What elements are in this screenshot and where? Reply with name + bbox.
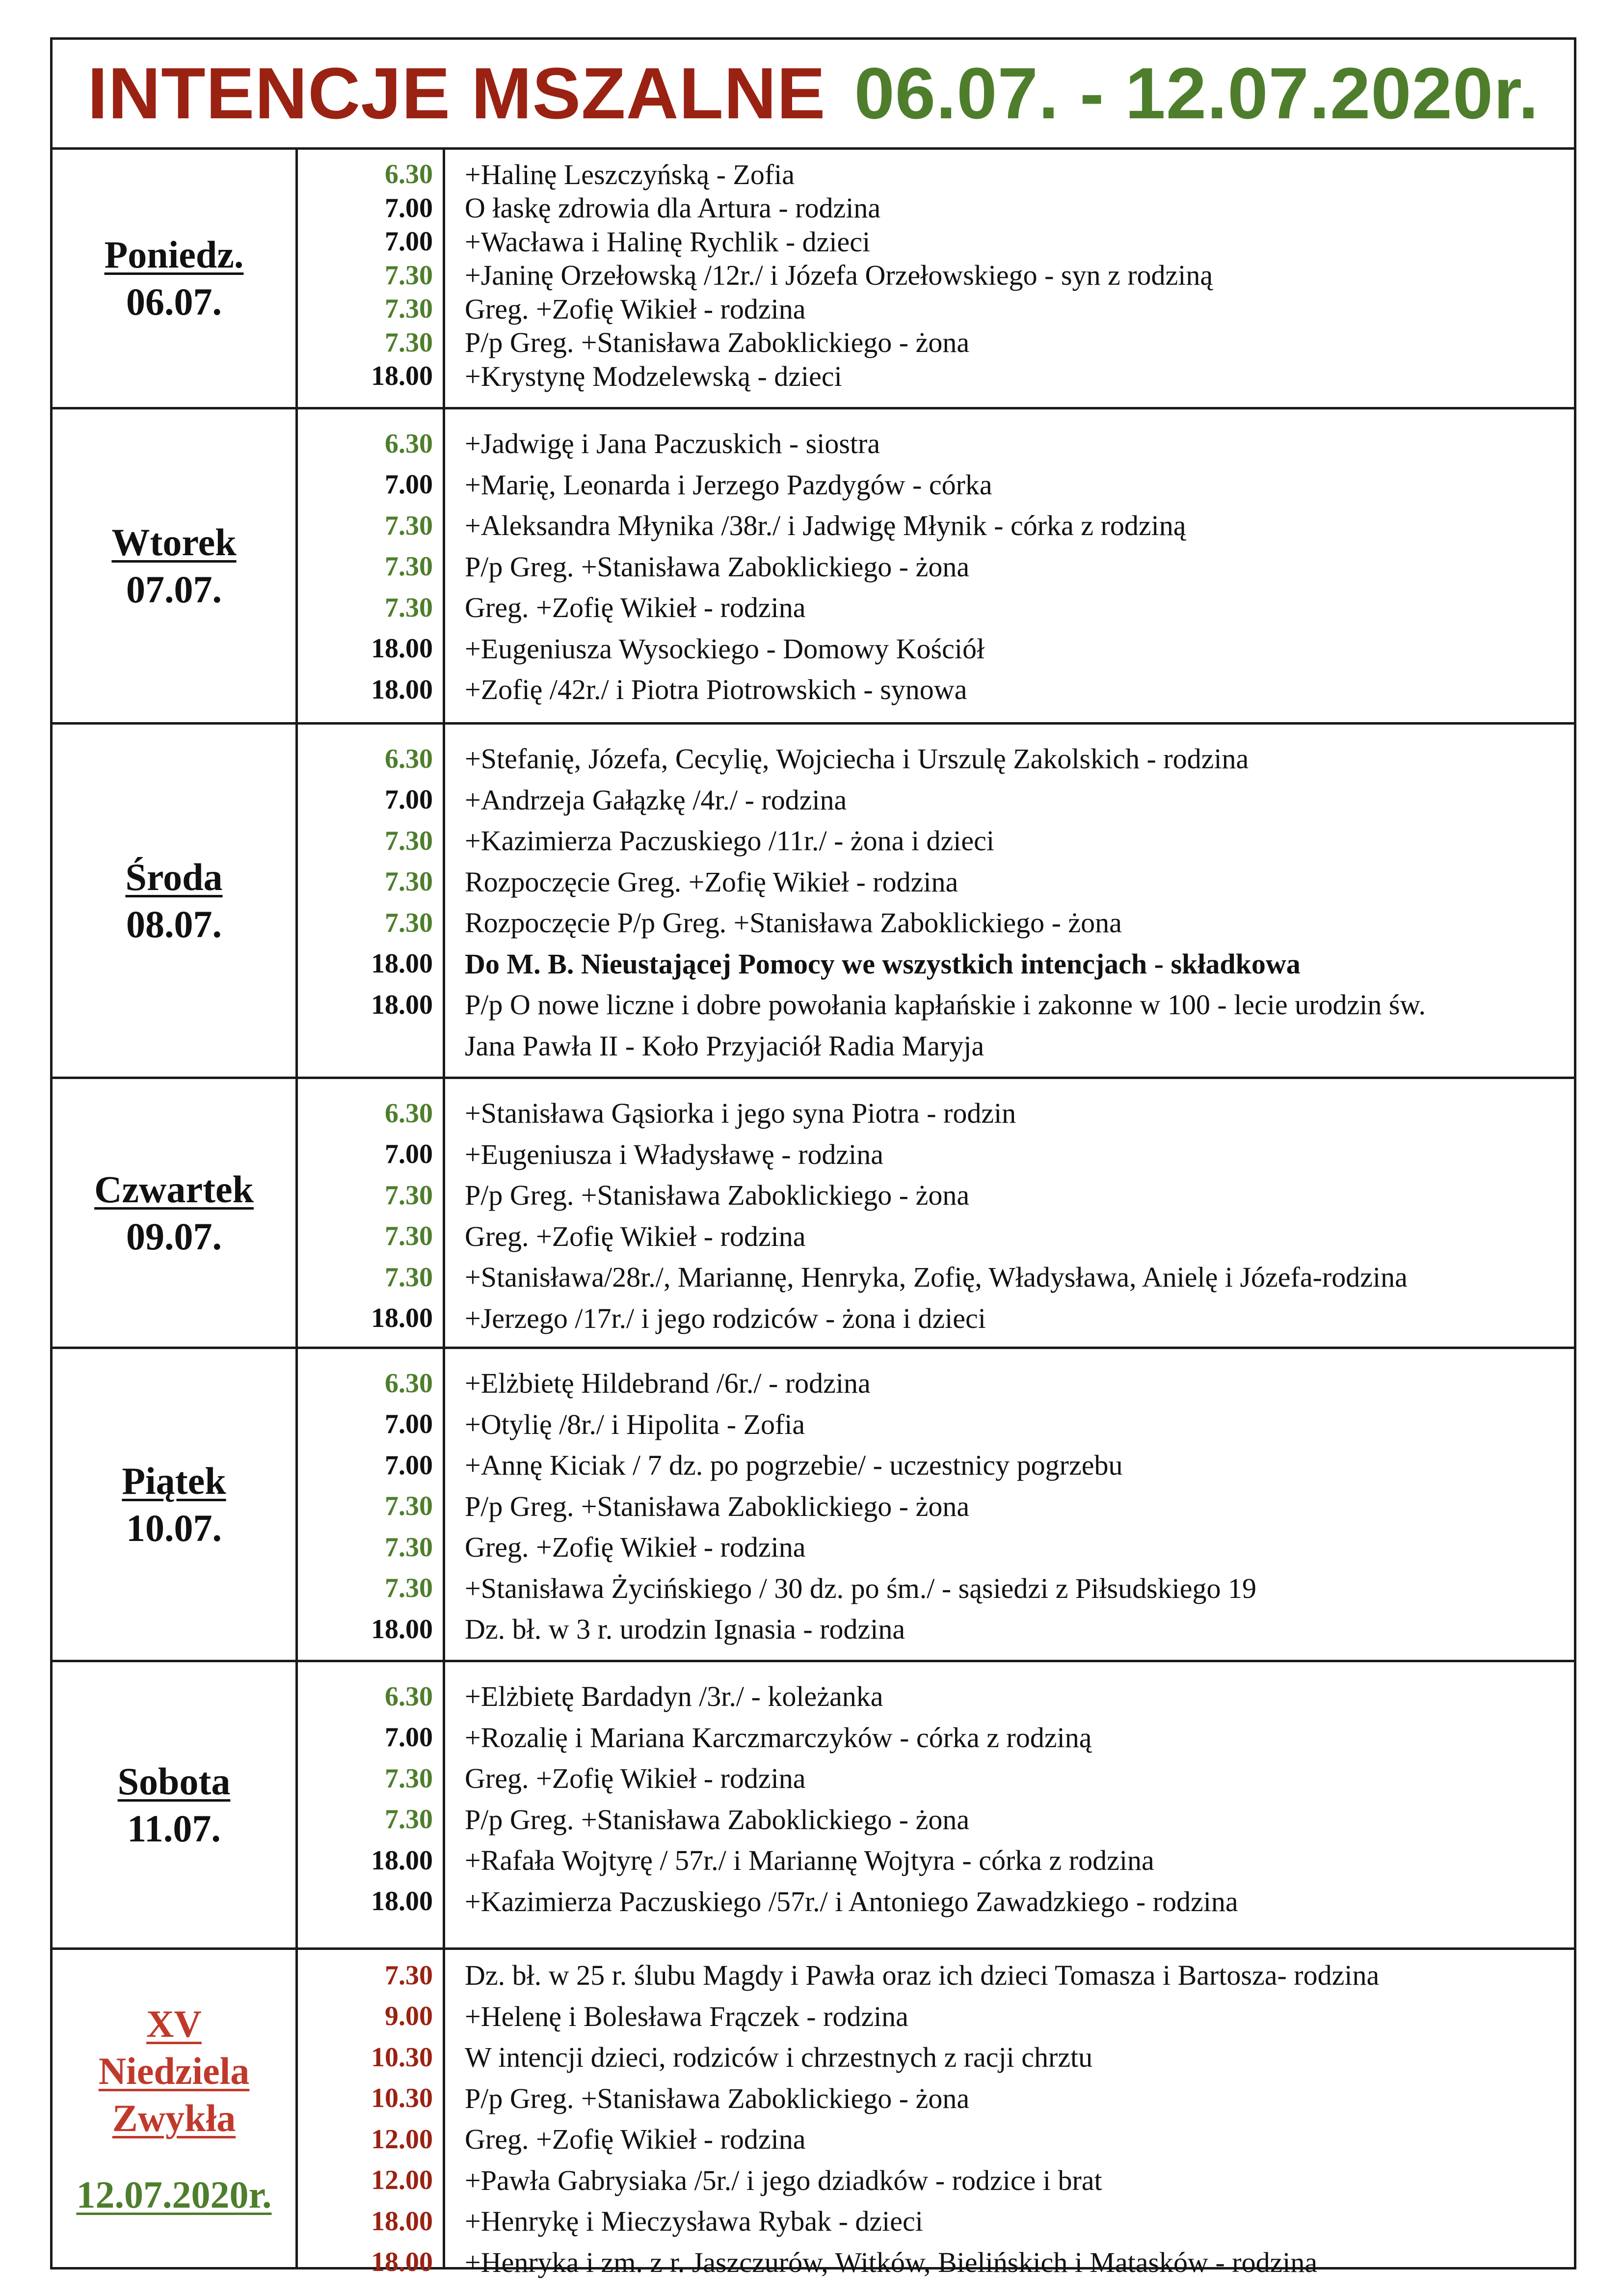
mass-row: [298, 1996, 1574, 2037]
mass-intention: +Rafała Wojtyrę / 57r./ i Mariannę Wojtyra - córka z rodzina: [465, 1844, 1154, 1877]
mass-intention: +Marię, Leonarda i Jerzego Pazdygów - córka: [465, 468, 992, 501]
mass-intention: P/p O nowe liczne i dobre powołania kapłańskie i zakonne w 100 - lecie urodzin św.: [465, 989, 1426, 1021]
mass-row: [298, 902, 1574, 944]
mass-list: [298, 1950, 1574, 2278]
mass-time: 18.00: [371, 361, 433, 392]
mass-time: 7.00: [385, 1139, 433, 1170]
mass-intention: +Annę Kiciak / 7 dz. po pogrzebie/ - uczestnicy pogrzebu: [465, 1449, 1123, 1482]
mass-time: 18.00: [371, 2247, 433, 2278]
mass-row: [298, 2078, 1574, 2119]
day-name: Wtorek: [111, 520, 237, 564]
day-date: 10.07.: [126, 1506, 222, 1549]
mass-time: 7.30: [385, 1804, 433, 1835]
mass-list: [298, 1079, 1574, 1347]
mass-row: [298, 1216, 1574, 1257]
mass-time: 7.30: [385, 1763, 433, 1794]
day-date: 12.07.2020r.: [76, 2173, 272, 2216]
day-label: [53, 150, 298, 407]
mass-intention: +Kazimierza Paczuskiego /11r./ - żona i dzieci: [465, 825, 994, 857]
mass-row: [298, 359, 1574, 393]
day-name: Sobota: [117, 1759, 231, 1803]
mass-row: [298, 326, 1574, 360]
mass-time: 6.30: [385, 1681, 433, 1712]
day-name: XV: [146, 2002, 202, 2045]
day-label: [53, 1079, 298, 1347]
mass-intention: P/p Greg. +Stanisława Zaboklickiego - żona: [465, 2082, 970, 2114]
mass-time: 18.00: [371, 948, 433, 979]
mass-row: [298, 423, 1574, 464]
mass-time: 12.00: [371, 2124, 433, 2155]
mass-row: [298, 1799, 1574, 1840]
mass-intention: Greg. +Zofię Wikieł - rodzina: [465, 2123, 806, 2156]
mass-row: [298, 1445, 1574, 1486]
day-date: 09.07.: [126, 1215, 222, 1258]
mass-row: [298, 738, 1574, 780]
mass-row: [298, 2242, 1574, 2283]
mass-row: [298, 191, 1574, 225]
mass-time: 10.30: [371, 2042, 433, 2073]
mass-time: 7.00: [385, 469, 433, 500]
mass-time: 7.30: [385, 1532, 433, 1563]
mass-intention: Dz. bł. w 3 r. urodzin Ignasia - rodzina: [465, 1613, 905, 1646]
mass-row: [298, 1568, 1574, 1609]
mass-intention: Greg. +Zofię Wikieł - rodzina: [465, 1762, 806, 1795]
mass-intention: Jana Pawła II - Koło Przyjaciół Radia Maryja: [465, 1029, 984, 1062]
mass-time: 7.30: [385, 510, 433, 541]
mass-time: [298, 1026, 445, 1067]
mass-intention: +Helenę i Bolesława Frączek - rodzina: [465, 2000, 908, 2032]
mass-intention: Rozpoczęcie Greg. +Zofię Wikieł - rodzina: [465, 865, 958, 898]
mass-row: [298, 984, 1574, 1026]
mass-row: [298, 1717, 1574, 1758]
mass-row: [298, 1298, 1574, 1339]
mass-intention: W intencji dzieci, rodziców i chrzestnych z racji chrztu: [465, 2041, 1093, 2074]
mass-time: 18.00: [371, 1614, 433, 1645]
mass-intention: Dz. bł. w 25 r. ślubu Magdy i Pawła oraz ich dzieci Tomasza i Bartosza- rodzina: [465, 1959, 1380, 1992]
mass-row: [298, 862, 1574, 903]
mass-row: [298, 1026, 1574, 1067]
mass-row: [298, 2201, 1574, 2242]
mass-intention: Rozpoczęcie P/p Greg. +Stanisława Zaboklickiego - żona: [465, 907, 1122, 939]
mass-intention: +Elżbietę Hildebrand /6r./ - rodzina: [465, 1367, 871, 1400]
mass-row: [298, 1363, 1574, 1404]
mass-row: [298, 780, 1574, 821]
mass-list: [298, 1662, 1574, 1947]
mass-row: [298, 1527, 1574, 1568]
mass-row: [298, 1758, 1574, 1799]
day-date: 08.07.: [126, 902, 222, 945]
day-section: [53, 407, 1574, 722]
mass-time: 7.30: [385, 1221, 433, 1252]
mass-time: 7.30: [385, 907, 433, 938]
mass-intention: P/p Greg. +Stanisława Zaboklickiego - żona: [465, 550, 970, 583]
mass-time: 6.30: [385, 428, 433, 459]
day-date: 07.07.: [126, 567, 222, 611]
day-section: [53, 1947, 1574, 2278]
mass-row: [298, 1486, 1574, 1527]
mass-time: 7.00: [385, 192, 433, 223]
day-name: Czwartek: [94, 1167, 254, 1211]
day-label: [53, 1662, 298, 1947]
mass-row: [298, 1955, 1574, 1996]
mass-time: 7.00: [385, 1409, 433, 1440]
mass-time: 7.00: [385, 1450, 433, 1481]
title-main: INTENCJE MSZALNE: [87, 53, 826, 134]
day-label: [53, 725, 298, 1077]
mass-intention: +Eugeniusza Wysockiego - Domowy Kościół: [465, 632, 985, 665]
mass-row: [298, 1134, 1574, 1175]
mass-row: [298, 2160, 1574, 2201]
mass-time: 7.30: [385, 1491, 433, 1522]
day-section: [53, 1660, 1574, 1947]
mass-row: [298, 628, 1574, 670]
mass-row: [298, 464, 1574, 506]
mass-intention: Do M. B. Nieustającej Pomocy we wszystkich intencjach - składkowa: [465, 947, 1301, 980]
mass-row: [298, 505, 1574, 546]
mass-row: [298, 259, 1574, 293]
day-section: [53, 150, 1574, 407]
mass-intention: +Halinę Leszczyńską - Zofia: [465, 158, 795, 190]
day-label: [53, 1349, 298, 1660]
mass-row: [298, 669, 1574, 710]
mass-time: 7.00: [385, 226, 433, 257]
mass-time: 7.30: [385, 1573, 433, 1604]
mass-intention: +Janinę Orzełowską /12r./ i Józefa Orzełowskiego - syn z rodziną: [465, 259, 1213, 292]
mass-intention: +Pawła Gabrysiaka /5r./ i jego dziadków - rodzice i brat: [465, 2164, 1102, 2196]
mass-intention: +Stanisława Życińskiego / 30 dz. po śm./ - sąsiedzi z Piłsudskiego 19: [465, 1572, 1257, 1604]
mass-row: [298, 944, 1574, 985]
mass-intention: +Andrzeja Gałązkę /4r./ - rodzina: [465, 783, 847, 816]
day-date: 11.07.: [127, 1807, 221, 1850]
mass-row: [298, 1257, 1574, 1298]
day-date: 06.07.: [126, 280, 222, 323]
mass-time: 18.00: [371, 1886, 433, 1917]
mass-row: [298, 1175, 1574, 1216]
mass-row: [298, 1609, 1574, 1650]
mass-row: [298, 1404, 1574, 1445]
mass-intention: Greg. +Zofię Wikieł - rodzina: [465, 592, 806, 624]
mass-intention: Greg. +Zofię Wikieł - rodzina: [465, 1220, 806, 1252]
day-section: [53, 1347, 1574, 1660]
mass-time: 18.00: [371, 674, 433, 705]
mass-row: [298, 1881, 1574, 1922]
mass-intention: +Wacława i Halinę Rychlik - dzieci: [465, 225, 871, 258]
mass-intention: +Stanisława Gąsiorka i jego syna Piotra - rodzin: [465, 1097, 1016, 1130]
mass-time: 7.30: [385, 260, 433, 291]
mass-time: 7.30: [385, 1262, 433, 1293]
mass-time: 18.00: [371, 1303, 433, 1334]
mass-time: 7.00: [385, 1722, 433, 1753]
mass-time: 7.00: [385, 784, 433, 815]
day-section: [53, 722, 1574, 1077]
mass-time: 7.30: [385, 1960, 433, 1991]
mass-time: 18.00: [371, 633, 433, 664]
day-name: Niedziela: [98, 2050, 250, 2092]
mass-row: [298, 546, 1574, 588]
mass-intention: +Stefanię, Józefa, Cecylię, Wojciecha i Urszulę Zakolskich - rodzina: [465, 743, 1249, 775]
mass-time: 6.30: [385, 1368, 433, 1399]
day-label: [53, 1950, 298, 2269]
mass-row: [298, 225, 1574, 259]
day-label: [53, 409, 298, 722]
mass-intention: P/p Greg. +Stanisława Zaboklickiego - żona: [465, 326, 970, 359]
mass-time: 6.30: [385, 743, 433, 774]
mass-intention: +Jadwigę i Jana Paczuskich - siostra: [465, 428, 880, 460]
mass-list: [298, 150, 1574, 407]
mass-intention: +Kazimierza Paczuskiego /57r./ i Antoniego Zawadzkiego - rodzina: [465, 1885, 1238, 1918]
mass-time: 7.30: [385, 327, 433, 358]
mass-row: [298, 292, 1574, 326]
mass-time: 12.00: [371, 2165, 433, 2196]
mass-intention: P/p Greg. +Stanisława Zaboklickiego - żona: [465, 1803, 970, 1836]
mass-time: 18.00: [371, 989, 433, 1020]
mass-time: 18.00: [371, 2206, 433, 2237]
page-title: [53, 40, 1574, 150]
mass-intention: +Jerzego /17r./ i jego rodziców - żona i dzieci: [465, 1302, 986, 1334]
intentions-table: [50, 37, 1576, 2278]
mass-intention: O łaskę zdrowia dla Artura - rodzina: [465, 192, 881, 224]
mass-row: [298, 1840, 1574, 1881]
mass-intention: P/p Greg. +Stanisława Zaboklickiego - żona: [465, 1490, 970, 1522]
day-name: Zwykła: [112, 2097, 236, 2139]
mass-intention: +Henrykę i Mieczysława Rybak - dzieci: [465, 2205, 923, 2238]
mass-time: 7.30: [385, 825, 433, 856]
mass-intention: +Henryka i zm. z r. Jaszczurów, Witków, Bielińskich i Matasków - rodzina: [465, 2246, 1318, 2278]
mass-intention: P/p Greg. +Stanisława Zaboklickiego - żona: [465, 1179, 970, 1212]
day-name: Piątek: [122, 1459, 226, 1502]
mass-row: [298, 158, 1574, 191]
mass-time: 18.00: [371, 1845, 433, 1876]
mass-intention: +Zofię /42r./ i Piotra Piotrowskich - synowa: [465, 674, 967, 706]
title-dates: 06.07. - 12.07.2020r.: [854, 53, 1539, 134]
mass-row: [298, 587, 1574, 628]
mass-time: 9.00: [385, 2001, 433, 2032]
mass-row: [298, 820, 1574, 862]
day-name: Środa: [125, 855, 223, 898]
mass-intention: +Elżbietę Bardadyn /3r./ - koleżanka: [465, 1680, 883, 1713]
mass-time: 10.30: [371, 2083, 433, 2114]
mass-intention: Greg. +Zofię Wikieł - rodzina: [465, 1531, 806, 1564]
day-name: Poniedz.: [104, 233, 244, 276]
mass-time: 7.30: [385, 866, 433, 897]
mass-time: 6.30: [385, 1098, 433, 1129]
day-section: [53, 1077, 1574, 1347]
mass-intention: +Eugeniusza i Władysławę - rodzina: [465, 1138, 884, 1170]
mass-time: 7.30: [385, 294, 433, 324]
mass-list: [298, 1349, 1574, 1660]
mass-intention: +Krystynę Modzelewską - dzieci: [465, 360, 842, 392]
mass-time: 7.30: [385, 592, 433, 623]
mass-intention: +Stanisława/28r./, Mariannę, Henryka, Zofię, Władysława, Anielę i Józefa-rodzina: [465, 1261, 1408, 1294]
mass-time: 7.30: [385, 1180, 433, 1211]
mass-intention: +Aleksandra Młynika /38r./ i Jadwigę Młynik - córka z rodziną: [465, 510, 1186, 542]
mass-row: [298, 2119, 1574, 2160]
mass-intention: +Rozalię i Mariana Karczmarczyków - córka z rodziną: [465, 1721, 1092, 1754]
mass-list: [298, 725, 1574, 1077]
mass-time: 7.30: [385, 551, 433, 582]
mass-list: [298, 409, 1574, 722]
mass-row: [298, 2037, 1574, 2078]
mass-row: [298, 1093, 1574, 1134]
mass-intention: Greg. +Zofię Wikieł - rodzina: [465, 293, 806, 325]
mass-time: 6.30: [385, 159, 433, 190]
mass-row: [298, 1676, 1574, 1717]
mass-intention: +Otylię /8r./ i Hipolita - Zofia: [465, 1408, 805, 1440]
